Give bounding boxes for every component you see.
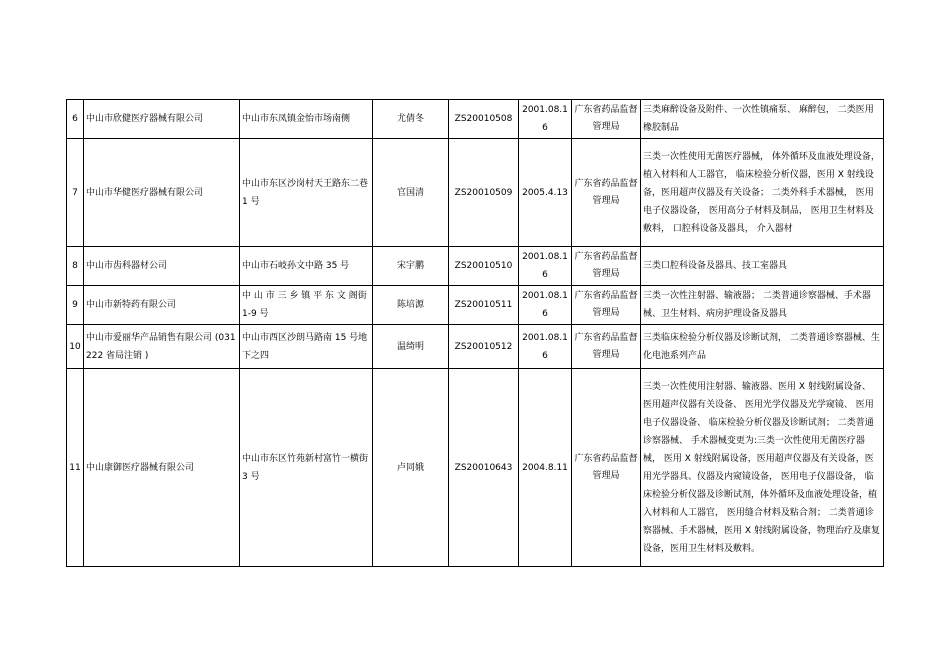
certificate-number: ZS20010643 [449, 369, 519, 567]
company-address: 中 山 市 三 乡 镇 平 东 文 阁街 1-9 号 [240, 286, 373, 325]
legal-person: 尤倩冬 [373, 100, 449, 139]
table-row [67, 139, 884, 247]
issue-date: 2001.08.16 [519, 325, 572, 369]
issue-date: 2001.08.16 [519, 100, 572, 139]
issuing-authority: 广东省药品监督管理局 [572, 139, 641, 247]
issuing-authority: 广东省药品监督管理局 [572, 286, 641, 325]
certificate-number: ZS20010512 [449, 325, 519, 369]
business-scope: 三类麻醉设备及附件、一次性镇痛泵、 麻醉包， 二类医用橡胶制品 [641, 100, 884, 139]
company-address: 中山市东凤镇金怡市场南侧 [240, 100, 373, 139]
row-number: 9 [67, 286, 84, 325]
issuing-authority: 广东省药品监督管理局 [572, 325, 641, 369]
company-address: 中山市东区竹苑新村富竹一横街 3 号 [240, 369, 373, 567]
legal-person: 温绮明 [373, 325, 449, 369]
certificate-number: ZS20010511 [449, 286, 519, 325]
company-name: 中山康御医疗器械有限公司 [84, 369, 240, 567]
issuing-authority: 广东省药品监督管理局 [572, 369, 641, 567]
table-row [67, 100, 884, 139]
business-scope: 三类临床检验分析仪器及诊断试剂， 二类普通诊察器械、生化电池系列产品 [641, 325, 884, 369]
company-name: 中山市新特药有限公司 [84, 286, 240, 325]
company-address: 中山市石岐孙文中路 35 号 [240, 247, 373, 286]
issue-date: 2004.8.11 [519, 369, 572, 567]
table-row [67, 286, 884, 325]
business-scope: 三类口腔科设备及器具、技工室器具 [641, 247, 884, 286]
registry-table [66, 99, 884, 567]
legal-person: 卢同娥 [373, 369, 449, 567]
table-row [67, 325, 884, 369]
issuing-authority: 广东省药品监督管理局 [572, 247, 641, 286]
issue-date: 2001.08.16 [519, 247, 572, 286]
company-address: 中山市西区沙朗马路南 15 号地下之四 [240, 325, 373, 369]
table-row [67, 247, 884, 286]
row-number: 6 [67, 100, 84, 139]
business-scope: 三类一次性注射器、输液器； 二类普通诊察器械、手术器械、卫生材料、病房护理设备及器具 [641, 286, 884, 325]
company-name: 中山市爱丽华产品销售有限公司 (031222 省局注销 ) [84, 325, 240, 369]
issuing-authority: 广东省药品监督管理局 [572, 100, 641, 139]
certificate-number: ZS20010508 [449, 100, 519, 139]
certificate-number: ZS20010509 [449, 139, 519, 247]
legal-person: 官国清 [373, 139, 449, 247]
row-number: 8 [67, 247, 84, 286]
row-number: 7 [67, 139, 84, 247]
issue-date: 2005.4.13 [519, 139, 572, 247]
issue-date: 2001.08.16 [519, 286, 572, 325]
table-row [67, 369, 884, 567]
business-scope: 三类一次性使用无菌医疗器械， 体外循环及血液处理设备， 植入材料和人工器官， 临床检验分析仪器，医用 X 射线设备，医用超声仪器及有关设备； 二类外科手术器械， 医用电子仪器设备， 医用高分子材料及制品， 医用卫生材料及敷料， 口腔科设备及器具， 介入器材 [641, 139, 884, 247]
legal-person: 陈培源 [373, 286, 449, 325]
legal-person: 宋宇鹏 [373, 247, 449, 286]
business-scope: 三类一次性使用注射器、输液器、医用 X 射线附属设备、 医用超声仪器有关设备、 医用光学仪器及光学窥镜、 医用电子仪器设备、 临床检验分析仪器及诊断试剂； 二类普通诊察器械、 手术器械变更为:三类一次性使用无菌医疗器械， 医用 X 射线附属设备，医用超声仪器及有关设备，医用光学器具、仪器及内窥镜设备， 医用电子仪器设备， 临床检验分析仪器及诊断试剂，体外循环及血液处理设备，植入材料和人工器官， 医用缝合材料及粘合剂； 二类普通诊察器械、手术器械，医用 X 射线附属设备，物理治疗及康复设备，医用卫生材料及敷料。 [641, 369, 884, 567]
company-name: 中山市齿科器材公司 [84, 247, 240, 286]
row-number: 11 [67, 369, 84, 567]
company-name: 中山市欣健医疗器械有限公司 [84, 100, 240, 139]
company-name: 中山市华健医疗器械有限公司 [84, 139, 240, 247]
row-number: 10 [67, 325, 84, 369]
company-address: 中山市东区沙岗村天王路东二巷 1 号 [240, 139, 373, 247]
certificate-number: ZS20010510 [449, 247, 519, 286]
